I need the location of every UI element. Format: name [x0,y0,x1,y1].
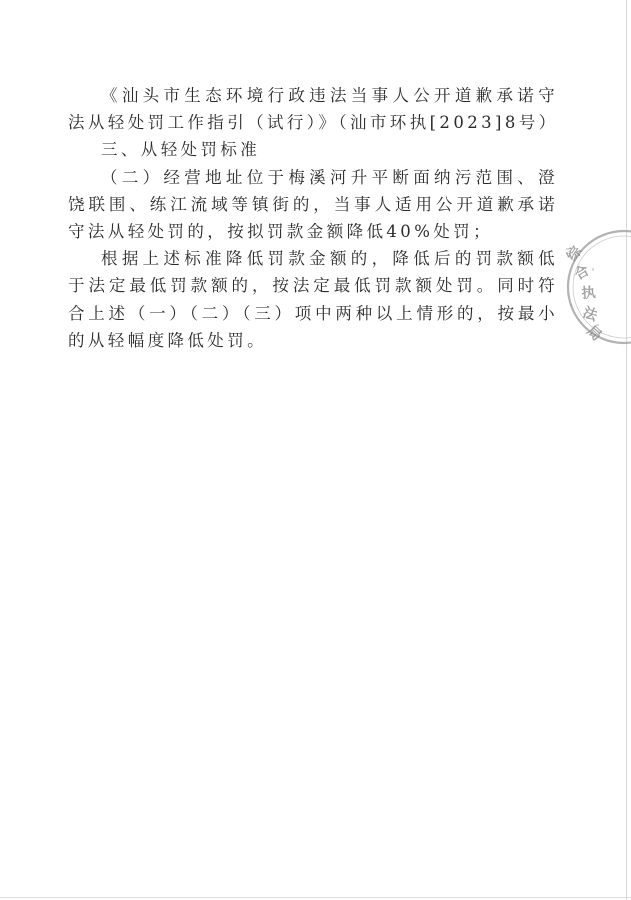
svg-text:综: 综 [564,243,586,265]
page-edge [0,897,631,898]
svg-text:局: 局 [583,323,605,345]
svg-text:法: 法 [580,304,600,325]
document-body [68,82,558,354]
svg-text:合: 合 [572,262,593,284]
paragraph-item-two: （二）经营地址位于梅溪河升平断面纳污范围、澄饶联围、练江流域等镇街的，当事人适用公开道歉承诺守法从轻处罚的，按拟罚款金额降低40%处罚； [68,167,558,242]
paragraph-citation: 《汕头市生态环境行政违法当事人公开道歉承诺守法从轻处罚工作指引（试行）》（汕市环执[2023]8号） [68,86,559,133]
page-edge [626,0,627,900]
svg-text:执: 执 [580,284,597,302]
paragraph-section-heading: 三、从轻处罚标准 [101,140,261,160]
paragraph-rule: 根据上述标准降低罚款金额的，降低后的罚款额低于法定最低罚款额的，按法定最低罚款额处罚。同时符合上述（一）（二）（三）项中两种以上情形的，按最小的从轻幅度降低处罚。 [68,249,558,350]
official-seal-stamp [552,228,631,346]
